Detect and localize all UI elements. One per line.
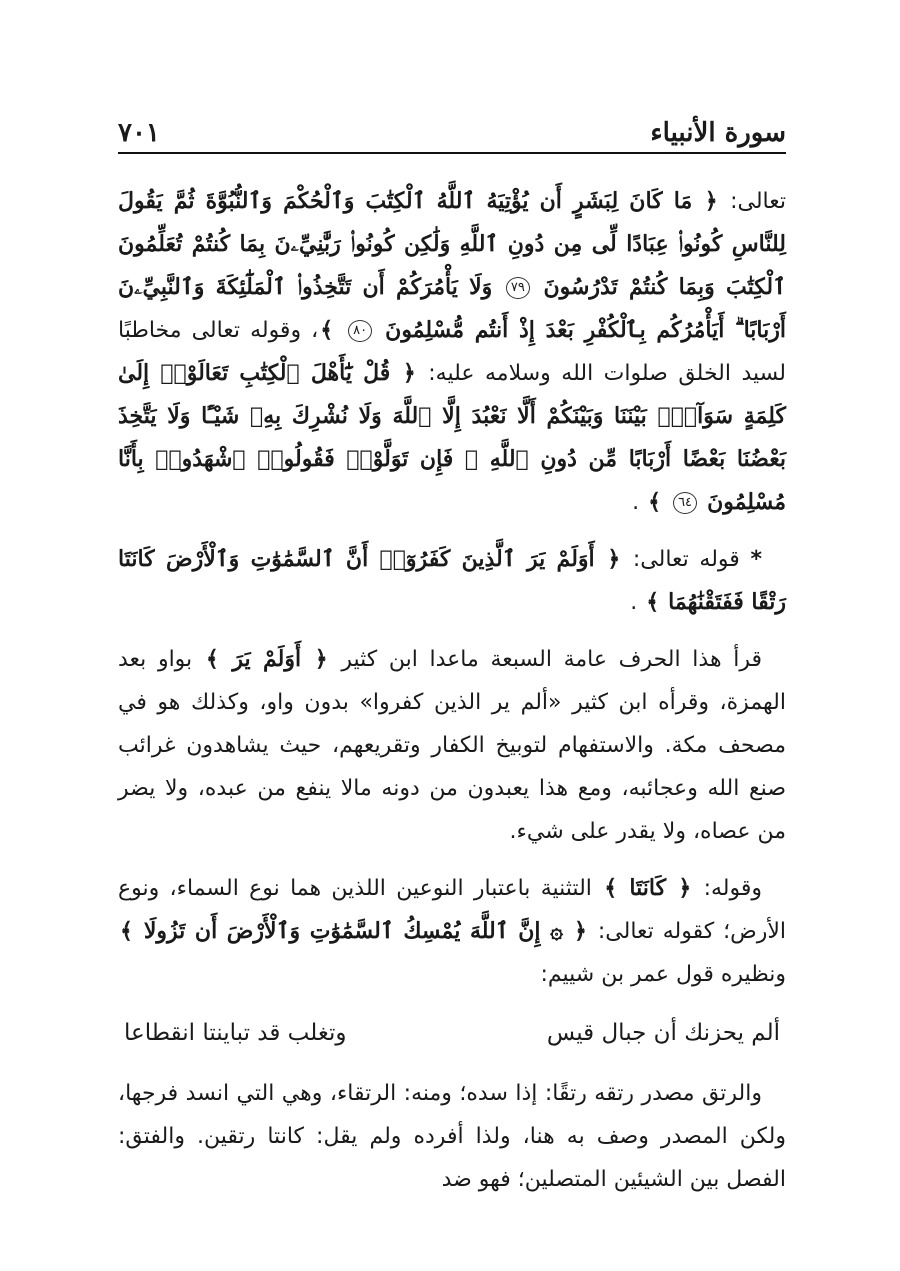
quran-quote: قُلْ يَٰٓأَهْلَ ٱلْكِتَٰبِ تَعَالَوْا۟ إِلَىٰ كَلِمَةٍ سَوَآءٍۭ بَيْنَنَا وَبَيْنَكُمْ أَلَّا نَعْبُدَ إِلَّا ٱللَّهَ وَلَا نُشْرِكَ بِهِۦ شَيْـًٔا وَلَا يَتَّخِذَ بَعْضُنَا بَعْضًا أَرْبَابًا مِّن دُونِ ٱللَّهِ ۚ فَإِن تَوَلَّوْا۟ فَقُولُوا۟ ٱشْهَدُوا۟ بِأَنَّا مُسْلِمُونَ [118, 360, 786, 515]
page-number: ٧٠١ [118, 118, 160, 148]
quran-open-bracket: ﴿ [402, 361, 416, 386]
page-header [118, 108, 786, 154]
text-segment: التثنية باعتبار النوعين اللذين هما نوع السماء، ونوع الأرض؛ كقوله تعالى: [118, 876, 787, 944]
quran-quote: مَا كَانَ لِبَشَرٍ أَن يُؤْتِيَهُ ٱللَّهُ ٱلْكِتَٰبَ وَٱلْحُكْمَ وَٱلنُّبُوَّةَ ثُمَّ يَقُولَ لِلنَّاسِ كُونُوا۟ عِبَادًا لِّى مِن دُونِ ٱللَّهِ وَلَٰكِن كُونُوا۟ رَبَّٰنِيِّۦنَ بِمَا كُنتُمْ تُعَلِّمُونَ ٱلْكِتَٰبَ وَبِمَا كُنتُمْ تَدْرُسُونَ [118, 188, 786, 300]
text-segment: قوله تعالى: [632, 547, 740, 572]
page-body [118, 180, 786, 1201]
quran-quote: ۞ إِنَّ ٱللَّهَ يُمْسِكُ ٱلسَّمَٰوَٰتِ وَٱلْأَرْضَ أَن تَزُولَا [143, 918, 564, 944]
text-segment: بواو بعد الهمزة، وقرأه ابن كثير «ألم ير الذين كفروا» بدون واو، وكذلك هو في مصحف مكة. والاستفهام لتوبيخ الكفار وتقريعهم، حيث يشاهدون غرائب صنع الله وعجائبه، ومع هذا يعبدون من دونه مالا ينفع من عبده، ولا يضر من عصاه، ولا يقدر على شيء. [118, 647, 786, 844]
verse-first-hemistich: ألم يحزنك أن جبال قيس [546, 1020, 780, 1046]
paragraph-2 [118, 538, 786, 624]
quran-close-bracket: ﴾ [320, 318, 334, 343]
paragraph-5 [118, 1072, 786, 1201]
quran-close-bracket: ﴾ [648, 490, 662, 515]
ayah-number-marker: ٦٤ [673, 492, 697, 514]
verse-second-hemistich: وتغلب قد تباينتا انقطاعا [124, 1020, 347, 1046]
quran-open-bracket: ﴿ [704, 189, 718, 214]
quran-quote: كَانَتَا [629, 875, 667, 901]
text-segment: قرأ هذا الحرف عامة السبعة ماعدا ابن كثير [341, 647, 762, 672]
quran-open-bracket: ﴿ [574, 919, 587, 944]
poetry-verse [118, 1010, 786, 1056]
quran-close-bracket: ﴾ [646, 590, 660, 615]
quran-close-bracket: ﴾ [120, 919, 133, 944]
surah-title: سورة الأنبياء [650, 118, 786, 148]
paragraph-3 [118, 638, 786, 853]
text-segment: ، وقوله تعالى مخاطبًا لسيد الخلق صلوات الله وسلامه عليه: [118, 318, 787, 386]
star-marker: * [750, 547, 762, 572]
ayah-number-marker: ٨٠ [348, 320, 372, 342]
paragraph-4 [118, 867, 786, 996]
text-segment: . [630, 590, 638, 615]
quran-open-bracket: ﴿ [314, 647, 328, 672]
quran-open-bracket: ﴿ [678, 876, 692, 901]
book-page [118, 108, 786, 1215]
quran-quote: أَوَلَمْ يَرَ ٱلَّذِينَ كَفَرُوٓا۟ أَنَّ ٱلسَّمَٰوَٰتِ وَٱلْأَرْضَ كَانَتَا رَتْقًا فَفَتَقْنَٰهُمَا [118, 546, 786, 615]
quran-quote: وَلَا يَأْمُرَكُمْ أَن تَتَّخِذُوا۟ ٱلْمَلَٰٓئِكَةَ وَٱلنَّبِيِّۦنَ أَرْبَابًا ۗ أَيَأْمُرُكُم بِٱلْكُفْرِ بَعْدَ إِذْ أَنتُم مُّسْلِمُونَ [118, 274, 786, 343]
text-segment: . [632, 490, 640, 515]
ayah-number-marker: ٧٩ [506, 277, 530, 299]
paragraph-1 [118, 180, 786, 524]
quran-open-bracket: ﴿ [607, 547, 621, 572]
text-segment: والرتق مصدر رتقه رتقًا: إذا سده؛ ومنه: الرتقاء، وهي التي انسد فرجها، ولكن المصدر وصف به هنا، ولذا أفرده ولم يقل: كانتا رتقين. والفتق: الفصل بين الشيئين المتصلين؛ فهو ضد [118, 1081, 786, 1192]
text-segment: تعالى: [730, 189, 787, 214]
quran-quote: أَوَلَمْ يَرَ [232, 646, 302, 672]
text-segment: وقوله: [703, 876, 762, 901]
quran-close-bracket: ﴾ [604, 876, 618, 901]
text-segment: ونظيره قول عمر بن شييم: [540, 962, 786, 987]
quran-close-bracket: ﴾ [205, 647, 219, 672]
